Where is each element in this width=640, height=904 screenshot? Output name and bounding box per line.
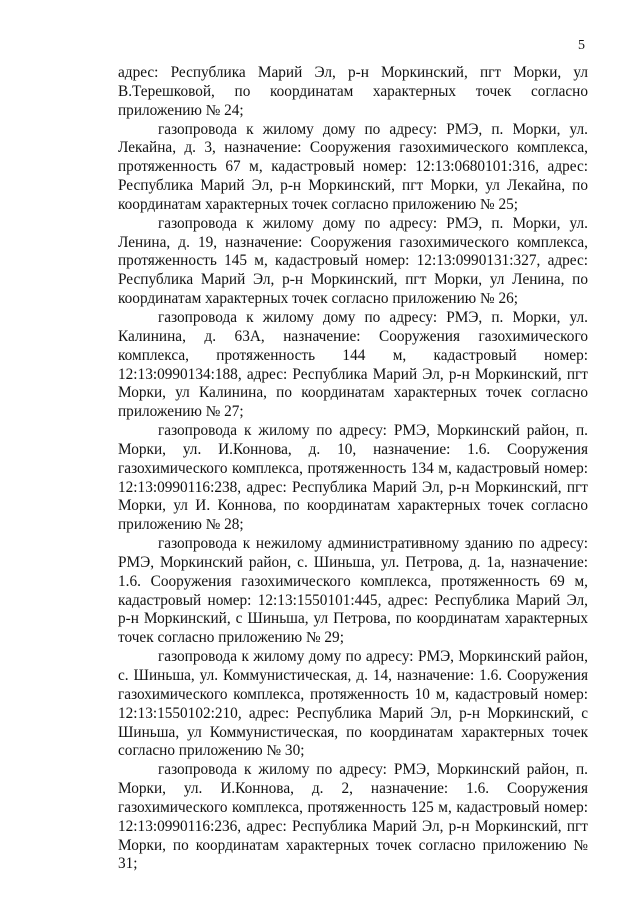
page-number: 5 [578, 38, 585, 53]
paragraph-item-27: газопровода к жилому дому по адресу: РМЭ, п. Морки, ул. Калинина, д. 63А, назначение: Сооружения газохимического комплекса, протяженность 144 м, кадастровый номер: 12:13:0990134:188, адрес: Республика Марий Эл, р-н Моркинский, пгт Морки, ул Калинина, по координатам характерных точек согласно приложению № 27; [118, 308, 588, 421]
document-body [118, 64, 588, 874]
paragraph-item-28: газопровода к жилому по адресу: РМЭ, Моркинский район, п. Морки, ул. И.Коннова, д. 10, назначение: 1.6. Сооружения газохимического комплекса, протяженность 134 м, кадастровый номер: 12:13:0990116:238, адрес: Республика Марий Эл, р-н Моркинский, пгт Морки, ул И. Коннова, по координатам характерных точек согласно приложению № 28; [118, 422, 588, 534]
paragraph-item-25: газопровода к жилому дому по адресу: РМЭ, п. Морки, ул. Лекайна, д. 3, назначение: Сооружения газохимического комплекса, протяженность 67 м, кадастровый номер: 12:13:0680101:316, адрес: Республика Марий Эл, р-н Моркинский, пгт Морки, ул Лекайна, по координатам характерных точек согласно приложению № 25; [118, 120, 588, 213]
paragraph-item-26: газопровода к жилому дому по адресу: РМЭ, п. Морки, ул. Ленина, д. 19, назначение: Сооружения газохимического комплекса, протяженность 145 м, кадастровый номер: 12:13:0990131:327, адрес: Республика Марий Эл, р-н Моркинский, пгт Морки, ул Ленина, по координатам характерных точек согласно приложению № 26; [118, 214, 588, 308]
paragraph-item-29: газопровода к нежилому административному зданию по адресу: РМЭ, Моркинский район, с. Шиньша, ул. Петрова, д. 1а, назначение: 1.6. Сооружения газохимического комплекса, протяженность 69 м, кадастровый номер: 12:13:1550101:445, адрес: Республика Марий Эл, р-н Моркинский, с Шиньша, ул Петрова, по координатам характерных точек согласно приложению № 29; [118, 535, 588, 647]
paragraph-item-31: газопровода к жилому по адресу: РМЭ, Моркинский район, п. Морки, ул. И.Коннова, д. 2, назначение: 1.6. Сооружения газохимического комплекса, протяженность 125 м, кадастровый номер: 12:13:0990116:236, адрес: Республика Марий Эл, р-н Моркинский, пгт Морки, по координатам характерных точек согласно приложению № 31; [118, 761, 588, 873]
paragraph-item-30: газопровода к жилому дому по адресу: РМЭ, Моркинский район, с. Шиньша, ул. Коммунистическая, д. 14, назначение: 1.6. Сооружения газохимического комплекса, протяженность 10 м, кадастровый номер: 12:13:1550102:210, адрес: Республика Марий Эл, р-н Моркинский, с Шиньша, ул Коммунистическая, по координатам характерных точек согласно приложению № 30; [118, 648, 588, 760]
paragraph-address-continuation: адрес: Республика Марий Эл, р-н Моркинский, пгт Морки, ул В.Терешковой, по координатам характерных точек согласно приложению № 24; [118, 64, 588, 119]
